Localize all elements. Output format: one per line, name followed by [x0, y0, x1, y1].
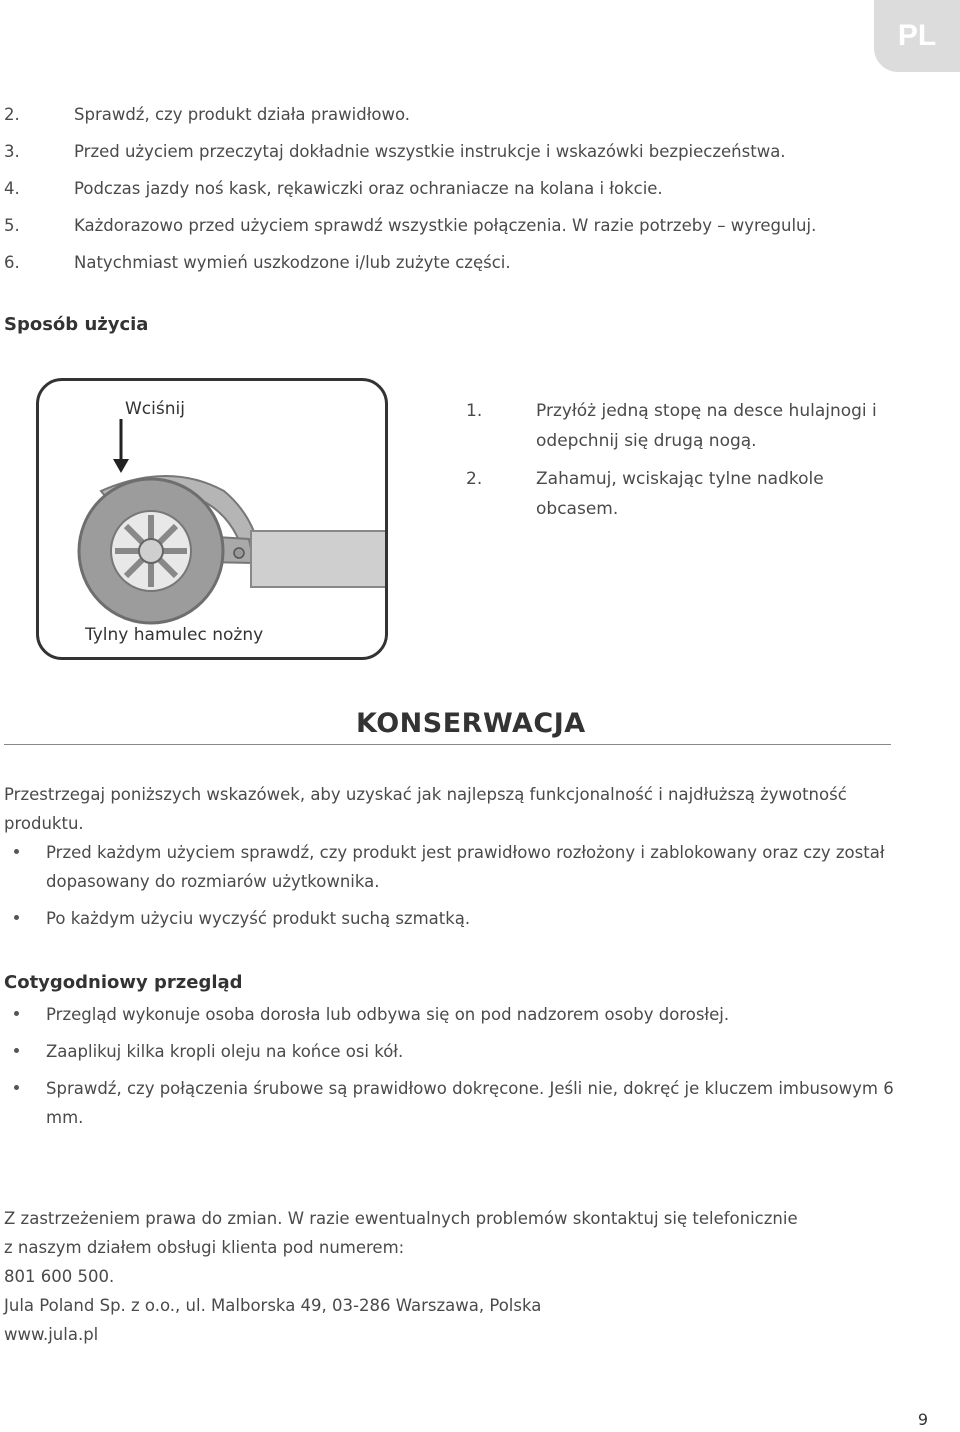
- list-item: Przegląd wykonuje osoba dorosła lub odbywa się on pod nadzorem osoby dorosłej.: [4, 1000, 894, 1029]
- section-title: KONSERWACJA: [356, 708, 586, 739]
- list-item: Sprawdź, czy połączenia śrubowe są prawidłowo dokręcone. Jeśli nie, dokręć je kluczem imbusowym 6 mm.: [4, 1074, 894, 1132]
- footer-address: Jula Poland Sp. z o.o., ul. Malborska 49, 03-286 Warszawa, Polska: [4, 1296, 542, 1315]
- footer-contact: [4, 1204, 894, 1349]
- list-item: [4, 139, 816, 176]
- press-label: Wciśnij: [125, 399, 185, 419]
- list-item: [4, 102, 816, 139]
- item-text: Przed użyciem przeczytaj dokładnie wszystkie instrukcje i wskazówki bezpieczeństwa.: [74, 142, 786, 161]
- list-item: Zaaplikuj kilka kropli oleju na końce osi kół.: [4, 1037, 894, 1066]
- weekly-heading: Cotygodniowy przegląd: [4, 972, 243, 993]
- page-number: 9: [917, 1410, 928, 1429]
- weekly-bullets: [4, 1000, 894, 1140]
- usage-steps: [466, 396, 886, 532]
- item-number: 4.: [4, 179, 20, 198]
- maintenance-bullets: [4, 838, 894, 941]
- item-text: Każdorazowo przed użyciem sprawdź wszystkie połączenia. W razie potrzeby – wyreguluj.: [74, 216, 817, 235]
- item-text: Sprawdź, czy produkt działa prawidłowo.: [74, 105, 411, 124]
- item-text: Zahamuj, wciskając tylne nadkole obcasem.: [536, 469, 824, 519]
- item-number: 5.: [4, 216, 20, 235]
- safety-list: [4, 102, 816, 287]
- item-number: 1.: [466, 401, 483, 421]
- maintenance-intro: Przestrzegaj poniższych wskazówek, aby uzyskać jak najlepszą funkcjonalność i najdłuższą żywotność produktu.: [4, 785, 847, 833]
- footer-line: Z zastrzeżeniem prawa do zmian. W razie ewentualnych problemów skontaktuj się telefonicznie: [4, 1209, 798, 1228]
- list-item: [4, 250, 816, 287]
- list-item: Po każdym użyciu wyczyść produkt suchą szmatką.: [4, 904, 894, 933]
- title-divider: [4, 744, 891, 745]
- item-text: Natychmiast wymień uszkodzone i/lub zużyte części.: [74, 253, 511, 272]
- list-item: [4, 213, 816, 250]
- item-number: 2.: [466, 469, 483, 489]
- list-item: [466, 396, 886, 456]
- item-number: 6.: [4, 253, 20, 272]
- item-text: Podczas jazdy noś kask, rękawiczki oraz ochraniacze na kolana i łokcie.: [74, 179, 663, 198]
- item-number: 3.: [4, 142, 20, 161]
- brake-figure: [36, 378, 388, 660]
- list-item: [4, 176, 816, 213]
- footer-line: z naszym działem obsługi klienta pod numerem:: [4, 1238, 405, 1257]
- footer-phone: 801 600 500.: [4, 1267, 115, 1286]
- scooter-wheel-illustration: [39, 381, 388, 660]
- rear-brake-label: Tylny hamulec nożny: [85, 625, 264, 645]
- language-tab: PL: [874, 0, 960, 72]
- item-text: Przyłóż jedną stopę na desce hulajnogi i odepchnij się drugą nogą.: [536, 401, 877, 451]
- item-number: 2.: [4, 105, 20, 124]
- footer-website: www.jula.pl: [4, 1325, 99, 1344]
- list-item: [466, 464, 886, 524]
- list-item: Przed każdym użyciem sprawdź, czy produkt jest prawidłowo rozłożony i zablokowany oraz czy został dopasowany do rozmiarów użytkownika.: [4, 838, 894, 896]
- usage-heading: Sposób użycia: [4, 314, 149, 335]
